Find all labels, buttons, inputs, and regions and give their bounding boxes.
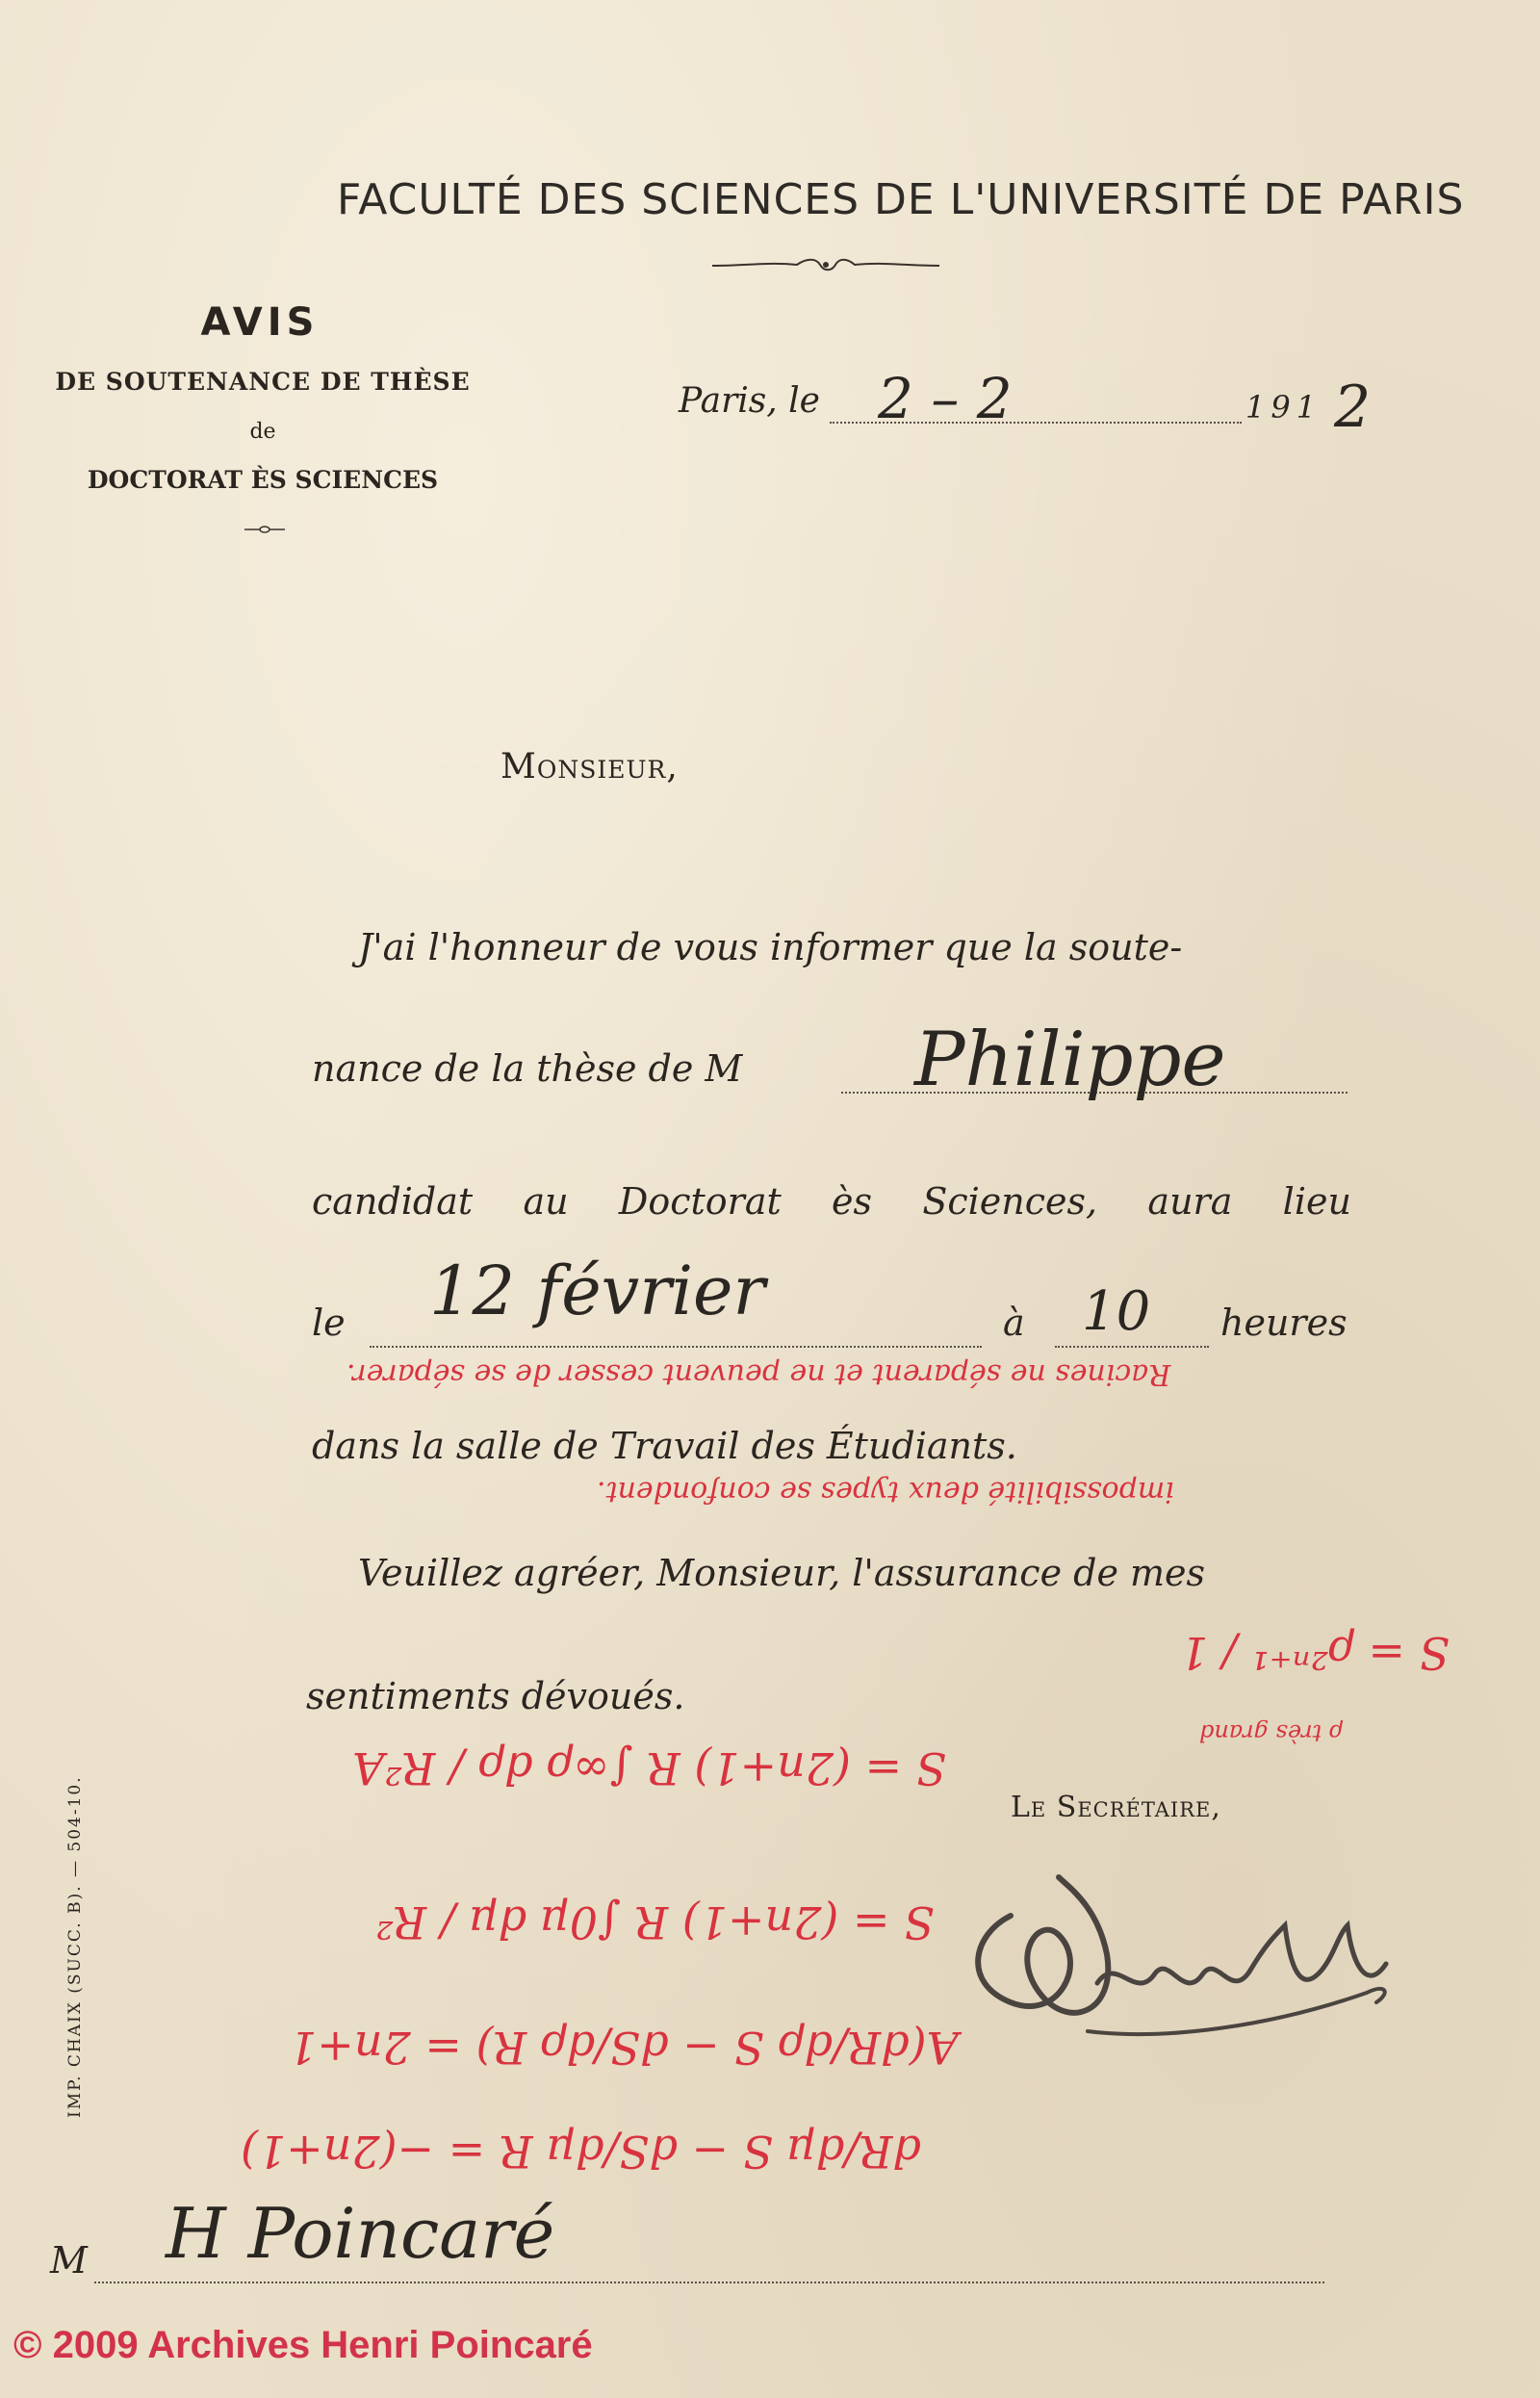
red-annotation-note-3: ρ très grand [1199,1719,1343,1746]
salutation: Monsieur, [500,747,679,786]
letter-line-2: nance de la thèse de M [312,1047,743,1090]
dateline-year-prefix: 191 [1245,389,1322,425]
letter-line-4-suffix: heures [1220,1302,1348,1344]
notice-ornament [243,524,287,535]
red-equation-4: A(dR/dρ S − dS/dρ R) = 2n+1 [289,2022,959,2074]
letter-line-6: Veuillez agréer, Monsieur, l'assurance de mes [358,1552,1206,1594]
letter-line-4-prefix: le [312,1302,346,1344]
line3-word: ès [832,1180,873,1223]
letter-line-7: sentiments dévoués. [306,1675,685,1717]
handwritten-hour: 10 [1082,1280,1151,1343]
notice-subtitle: DE SOUTENANCE DE THÈSE [55,368,471,396]
notice-connector: de [249,420,276,444]
recipient-dotted-line [94,2282,1324,2283]
recipient-label: M [50,2239,88,2282]
printer-imprint [65,1579,94,2118]
line3-word: au [523,1180,569,1223]
red-annotation-note-1: Racines ne séparent et ne peuvent cesser de se séparer. [346,1357,1171,1391]
line3-word: Sciences, [922,1180,1098,1223]
handwritten-date: 2 – 2 [878,366,1013,431]
red-equation-5: dR/dμ S − dS/dμ R = −(2n+1) [241,2126,921,2178]
letter-line-5: dans la salle de Travail des Étudiants. [312,1425,1017,1467]
letter-line-1: J'ai l'honneur de vous informer que la soute- [358,926,1183,968]
handwritten-day: 12 février [429,1251,765,1330]
line3-word: candidat [312,1180,474,1223]
handwritten-year: 2 [1334,374,1372,441]
line3-word: Doctorat [618,1180,782,1223]
copyright-watermark: © 2009 Archives Henri Poincaré [13,2324,593,2366]
hour-dotted-line [1055,1346,1209,1348]
institution-heading: FACULTÉ DES SCIENCES DE L'UNIVERSITÉ DE PARIS [337,175,1465,224]
red-equation-2: S = (2n+1) R ∫∞ρ dρ / R²A [352,1742,947,1794]
printer-imprint-text: IMP. CHAIX (SUCC. B). — 504-10. [65,1775,85,2118]
handwritten-recipient-name: H Poincaré [166,2193,555,2274]
handwritten-candidate-name: Philippe [914,1017,1226,1103]
notice-title: AVIS [200,300,320,345]
letter-line-4-at: à [1003,1302,1025,1344]
letter-line-3 [312,1180,1351,1223]
red-equation-1: S = ρ²ⁿ⁺¹ / 1 [1180,1627,1450,1679]
line3-word: lieu [1282,1180,1351,1223]
dateline-prefix: Paris, le [679,381,820,421]
red-equation-3: S = (2n+1) R ∫0μ dμ / R² [375,1896,935,1948]
secretary-signature [953,1848,1396,2060]
secretary-signoff: Le Secrétaire, [1011,1791,1221,1824]
heading-flourish-ornament [710,252,941,277]
red-annotation-note-2: impossibilité deux types se confondent. [597,1475,1174,1508]
notice-degree: DOCTORAT ÈS SCIENCES [87,466,439,494]
line3-word: aura [1147,1180,1233,1223]
day-dotted-line [370,1346,982,1348]
